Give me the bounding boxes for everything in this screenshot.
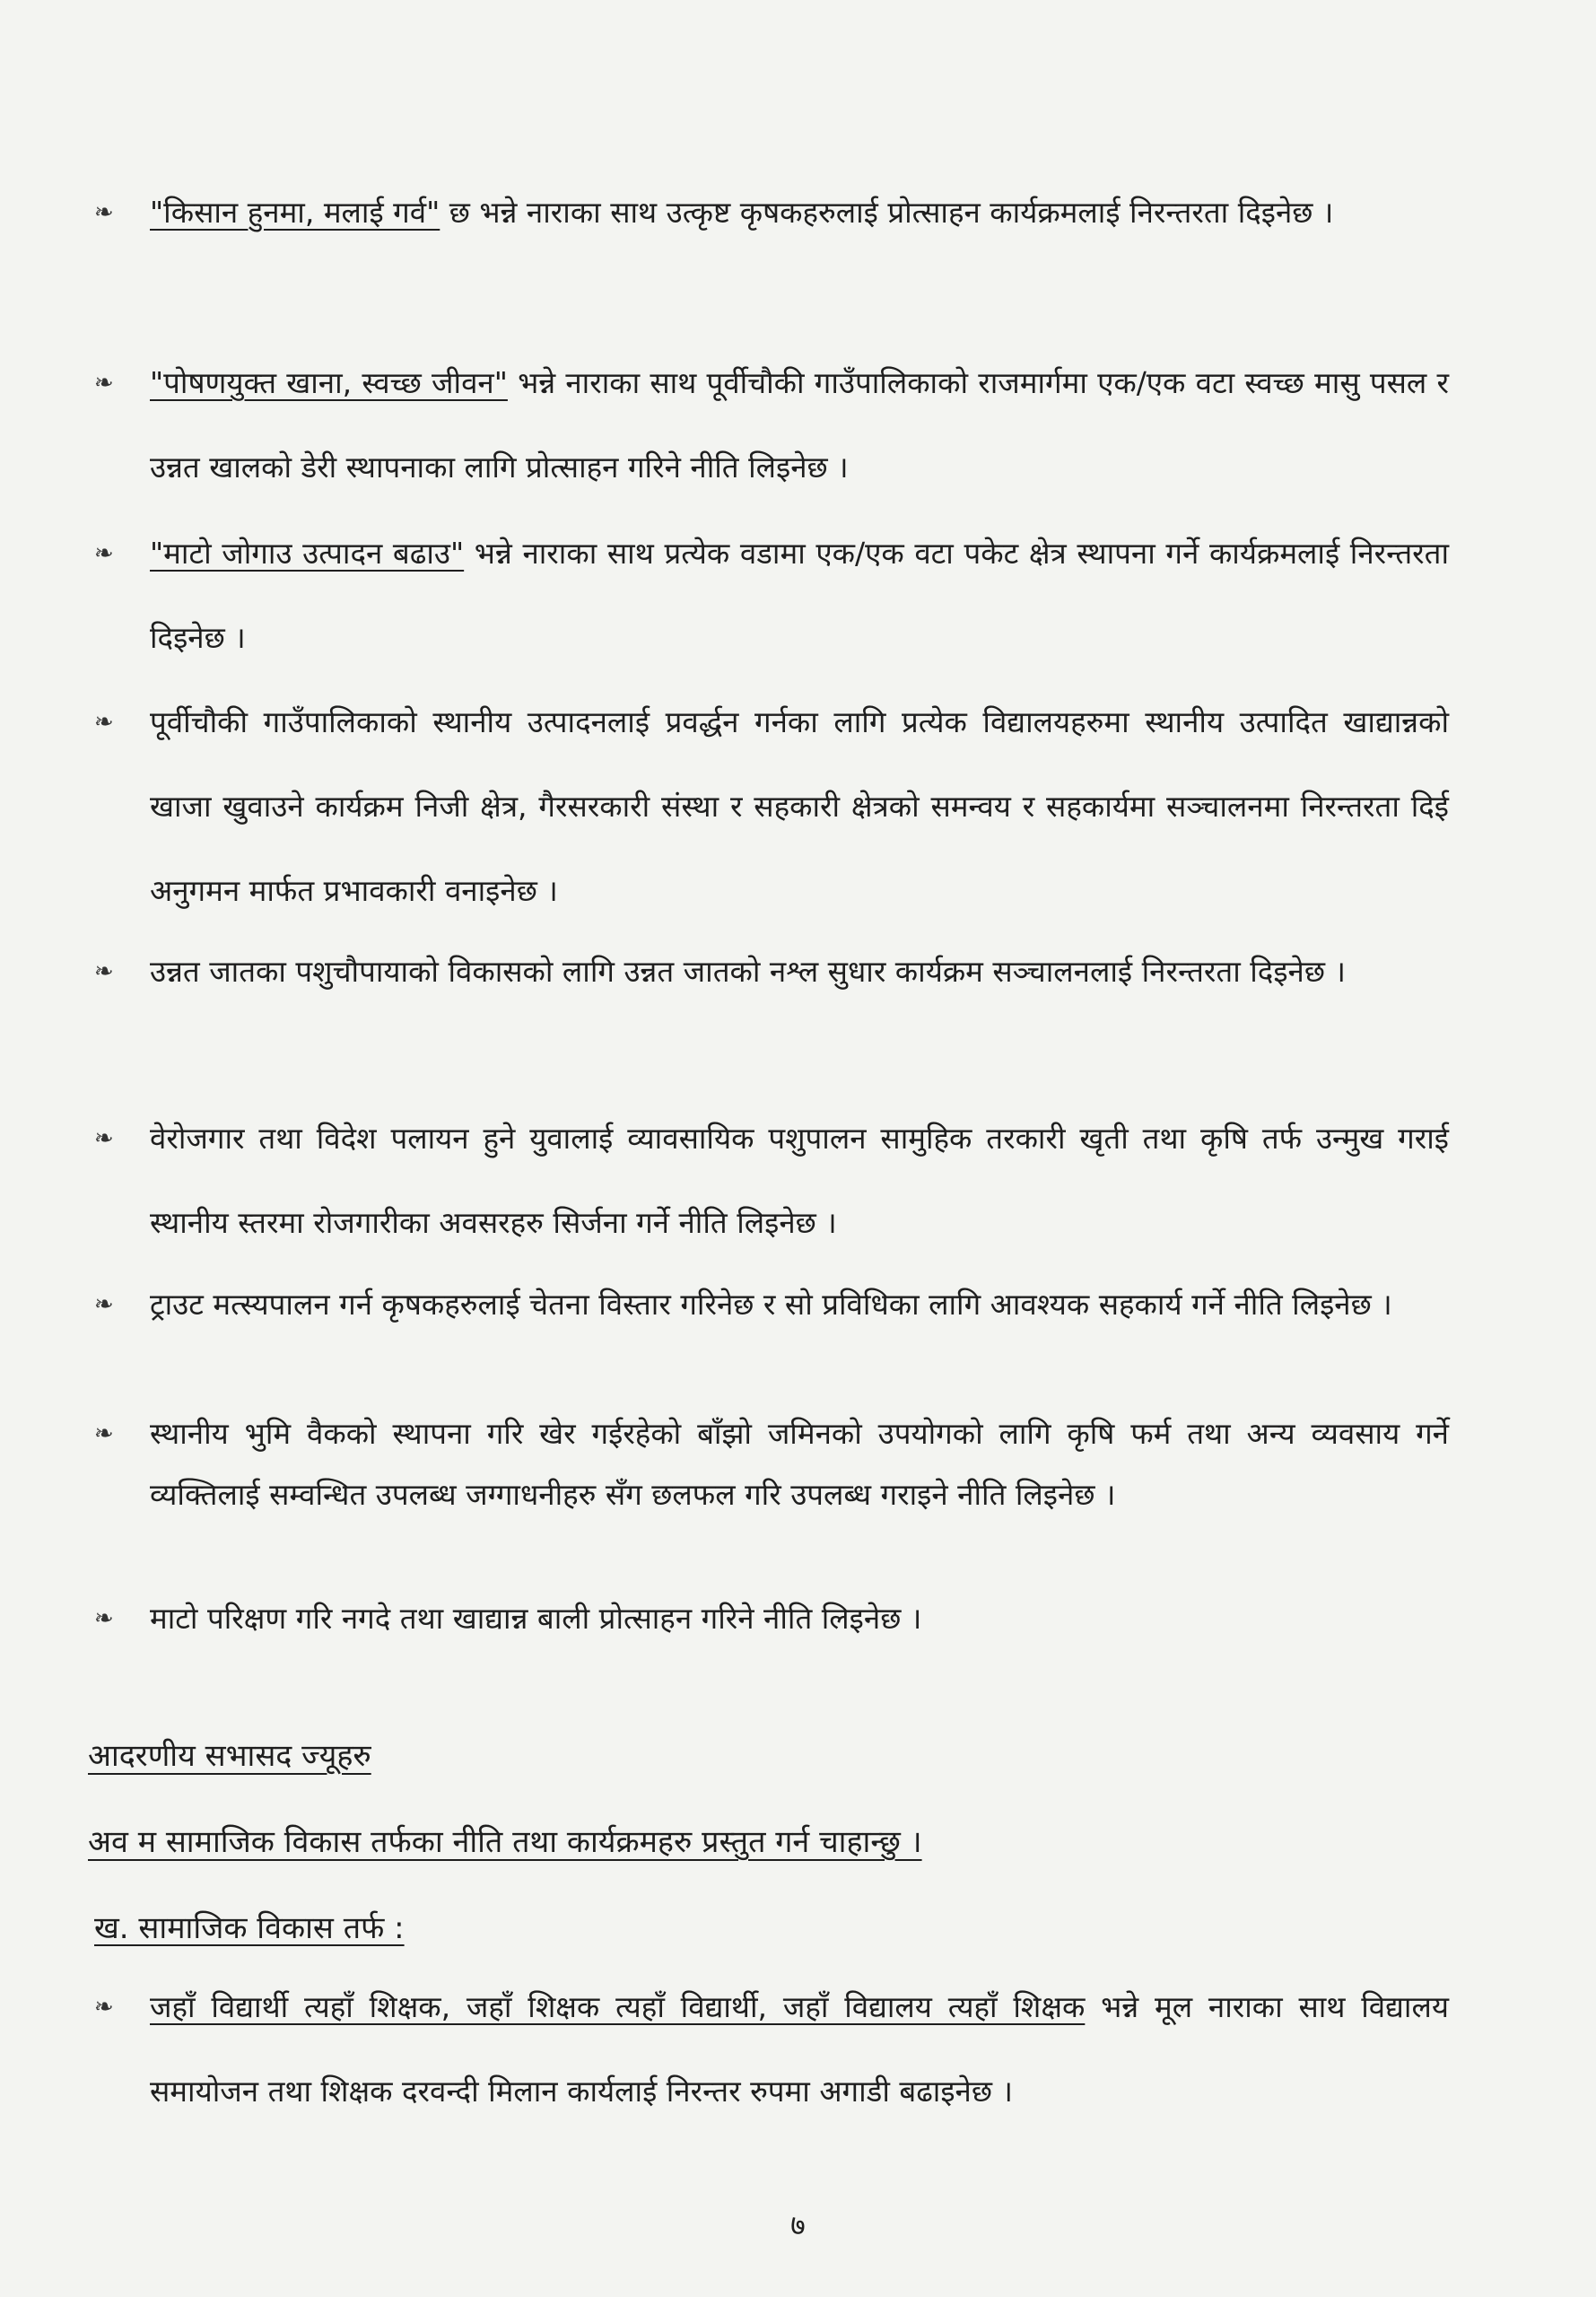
list-item-text: छ भन्ने नाराका साथ उत्कृष्ट कृषकहरुलाई प्रोत्साहन कार्यक्रमलाई निरन्तरता दिइनेछ ।: [440, 195, 1334, 230]
bullet-icon: ❧: [94, 1605, 114, 1632]
list-item-text: भन्ने मूल नाराका साथ विद्यालय समायोजन तथा शिक्षक दरवन्दी मिलान कार्यलाई निरन्तर रुपमा अगाडी बढाइनेछ ।: [150, 1989, 1449, 2109]
list-item: [94, 170, 1449, 255]
list-item-text: ट्राउट मत्स्यपालन गर्न कृषकहरुलाई चेतना विस्तार गरिनेछ र सो प्रविधिका लागि आवश्यक सहकार्य गर्ने नीति लिइनेछ ।: [150, 1287, 1392, 1322]
list-item: [94, 1403, 1449, 1525]
page-number: ७: [790, 2208, 806, 2242]
bullet-icon: ❧: [94, 1291, 114, 1318]
list-item-text: पूर्वीचौकी गाउँपालिकाको स्थानीय उत्पादनलाई प्रवर्द्धन गर्नका लागि प्रत्येक विद्यालयहरुमा स्थानीय उत्पादित खाद्यान्नको खाजा खुवाउने कार्यक्रम निजी क्षेत्र, गैरसरकारी संस्था र सहकारी क्षेत्रको समन्वय र सहकार्यमा सञ्चालनमा निरन्तरता दिई अनुगमन मार्फत प्रभावकारी वनाइनेछ ।: [150, 704, 1449, 908]
list-item: [94, 1588, 1449, 1649]
list-item-text: वेरोजगार तथा विदेश पलायन हुने युवालाई व्यावसायिक पशुपालन सामुहिक तरकारी खृती तथा कृषि तर्फ उन्मुख गराई स्थानीय स्तरमा रोजगारीका अवसरहरु सिर्जना गर्ने नीति लिइनेछ ।: [150, 1121, 1449, 1240]
list-item-text: माटो परिक्षण गरि नगदे तथा खाद्यान्न बाली प्रोत्साहन गरिने नीति लिइनेछ ।: [150, 1601, 922, 1636]
bullet-icon: ❧: [94, 370, 114, 397]
list-item-text: उन्नत जातका पशुचौपायाको विकासको लागि उन्नत जातको नश्ल सुधार कार्यक्रम सञ्चालनलाई निरन्तरता दिइनेछ ।: [150, 954, 1346, 989]
slogan: "पोषणयुक्त खाना, स्वच्छ जीवन": [150, 365, 508, 400]
list-item: [94, 511, 1449, 680]
slogan: "किसान हुनमा, मलाई गर्व": [150, 195, 440, 230]
bullet-icon: ❧: [94, 1125, 114, 1152]
slogan: जहाँ विद्यार्थी त्यहाँ शिक्षक, जहाँ शिक्षक त्यहाँ विद्यार्थी, जहाँ विद्यालय त्यहाँ शिक्षक: [150, 1989, 1086, 2024]
bullet-icon: ❧: [94, 958, 114, 985]
bullet-icon: ❧: [94, 540, 114, 567]
list-item: [94, 1274, 1449, 1335]
list-item: [94, 1096, 1449, 1265]
list-item-text: स्थानीय भुमि वैकको स्थापना गरि खेर गईरहेको बाँझो जमिनको उपयोगको लागि कृषि फर्म तथा अन्य व्यवसाय गर्ने व्यक्तिलाई सम्वन्धित उपलब्ध जग्गाधनीहरु सँग छलफल गरि उपलब्ध गराइने नीति लिइनेछ ।: [150, 1416, 1449, 1512]
list-item: [94, 341, 1449, 510]
bullet-icon: ❧: [94, 199, 114, 226]
section-heading: ख. सामाजिक विकास तर्फ :: [94, 1910, 405, 1946]
list-item: [94, 930, 1449, 1014]
address-heading: आदरणीय सभासद ज्यूहरु: [88, 1738, 371, 1774]
list-item: [94, 680, 1449, 933]
bullet-icon: ❧: [94, 709, 114, 736]
list-item-text: भन्ने नाराका साथ प्रत्येक वडामा एक/एक वटा पकेट क्षेत्र स्थापना गर्ने कार्यक्रमलाई निरन्तरता दिइनेछ ।: [150, 536, 1449, 655]
intro-line: अव म सामाजिक विकास तर्फका नीति तथा कार्यक्रमहरु प्रस्तुत गर्न चाहान्छु ।: [88, 1824, 922, 1860]
list-item: [94, 1965, 1449, 2134]
slogan: "माटो जोगाउ उत्पादन बढाउ": [150, 536, 465, 571]
bullet-icon: ❧: [94, 1994, 114, 2021]
bullet-icon: ❧: [94, 1420, 114, 1447]
list-item-text: भन्ने नाराका साथ पूर्वीचौकी गाउँपालिकाको राजमार्गमा एक/एक वटा स्वच्छ मासु पसल र उन्नत खालको डेरी स्थापनाका लागि प्रोत्साहन गरिने नीति लिइनेछ ।: [150, 365, 1449, 485]
